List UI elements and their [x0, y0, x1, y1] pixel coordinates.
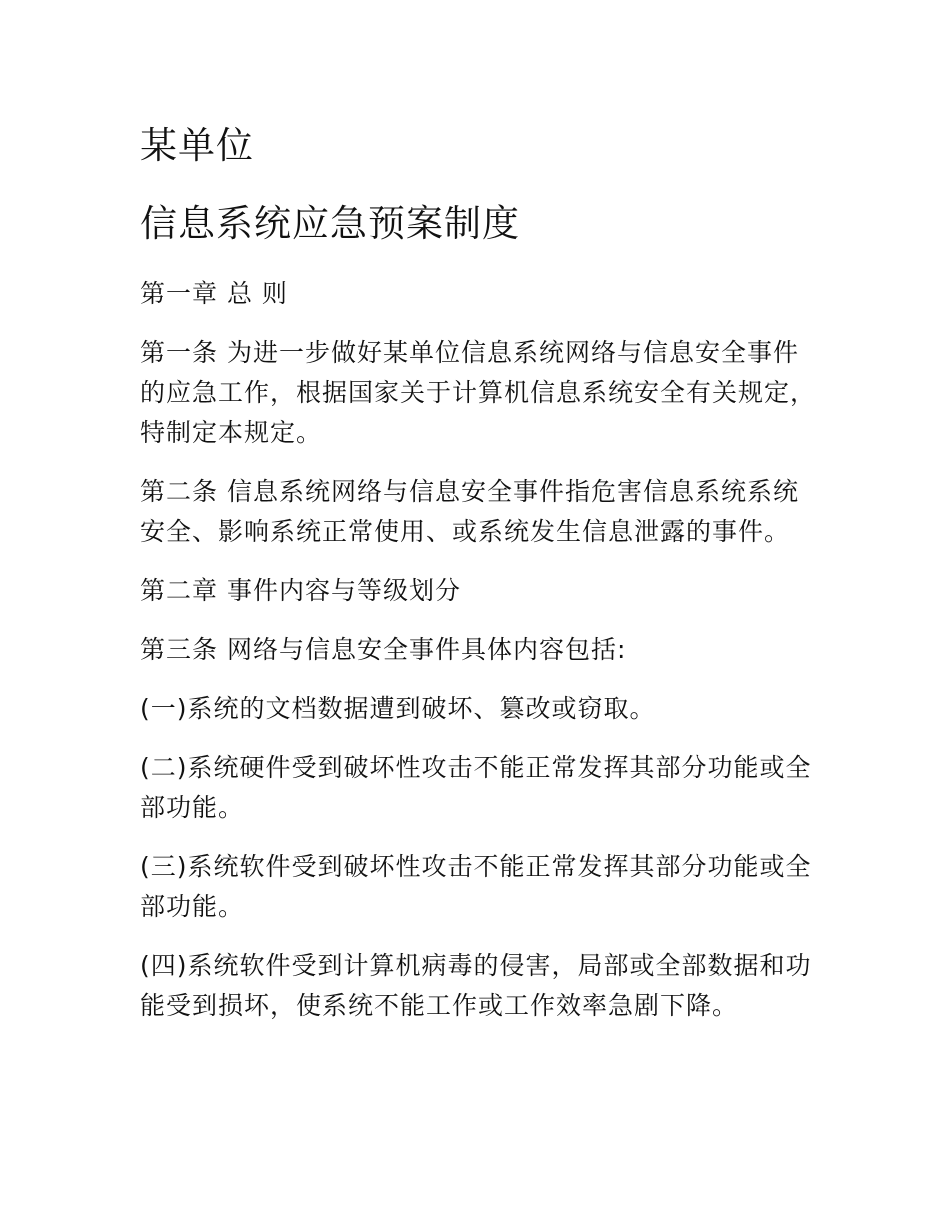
article-paragraph: 第二条 信息系统网络与信息安全事件指危害信息系统系统安全、影响系统正常使用、或系统发生信息泄露的事件。: [140, 477, 799, 546]
article-paragraph: 第一条 为进一步做好某单位信息系统网络与信息安全事件的应急工作，根据国家关于计算机信息系统安全有关规定，特制定本规定。: [140, 338, 817, 447]
list-item: (一)系统的文档数据遭到破坏、篡改或窃取。: [140, 694, 656, 723]
document-body: [140, 120, 820, 1045]
organization-title: 某单位: [140, 124, 254, 167]
document-title: 信息系统应急预案制度: [140, 202, 520, 245]
article-paragraph: 第三条 网络与信息安全事件具体内容包括:: [140, 635, 627, 664]
list-item: (四)系统软件受到计算机病毒的侵害，局部或全部数据和功能受到损坏，使系统不能工作或工作效率急剧下降。: [140, 951, 812, 1020]
list-item: (二)系统硬件受到破坏性攻击不能正常发挥其部分功能或全部功能。: [140, 753, 812, 822]
chapter-heading: 第二章 事件内容与等级划分: [140, 576, 461, 605]
list-item: (三)系统软件受到破坏性攻击不能正常发挥其部分功能或全部功能。: [140, 852, 812, 921]
chapter-heading: 第一章 总 则: [140, 279, 288, 308]
